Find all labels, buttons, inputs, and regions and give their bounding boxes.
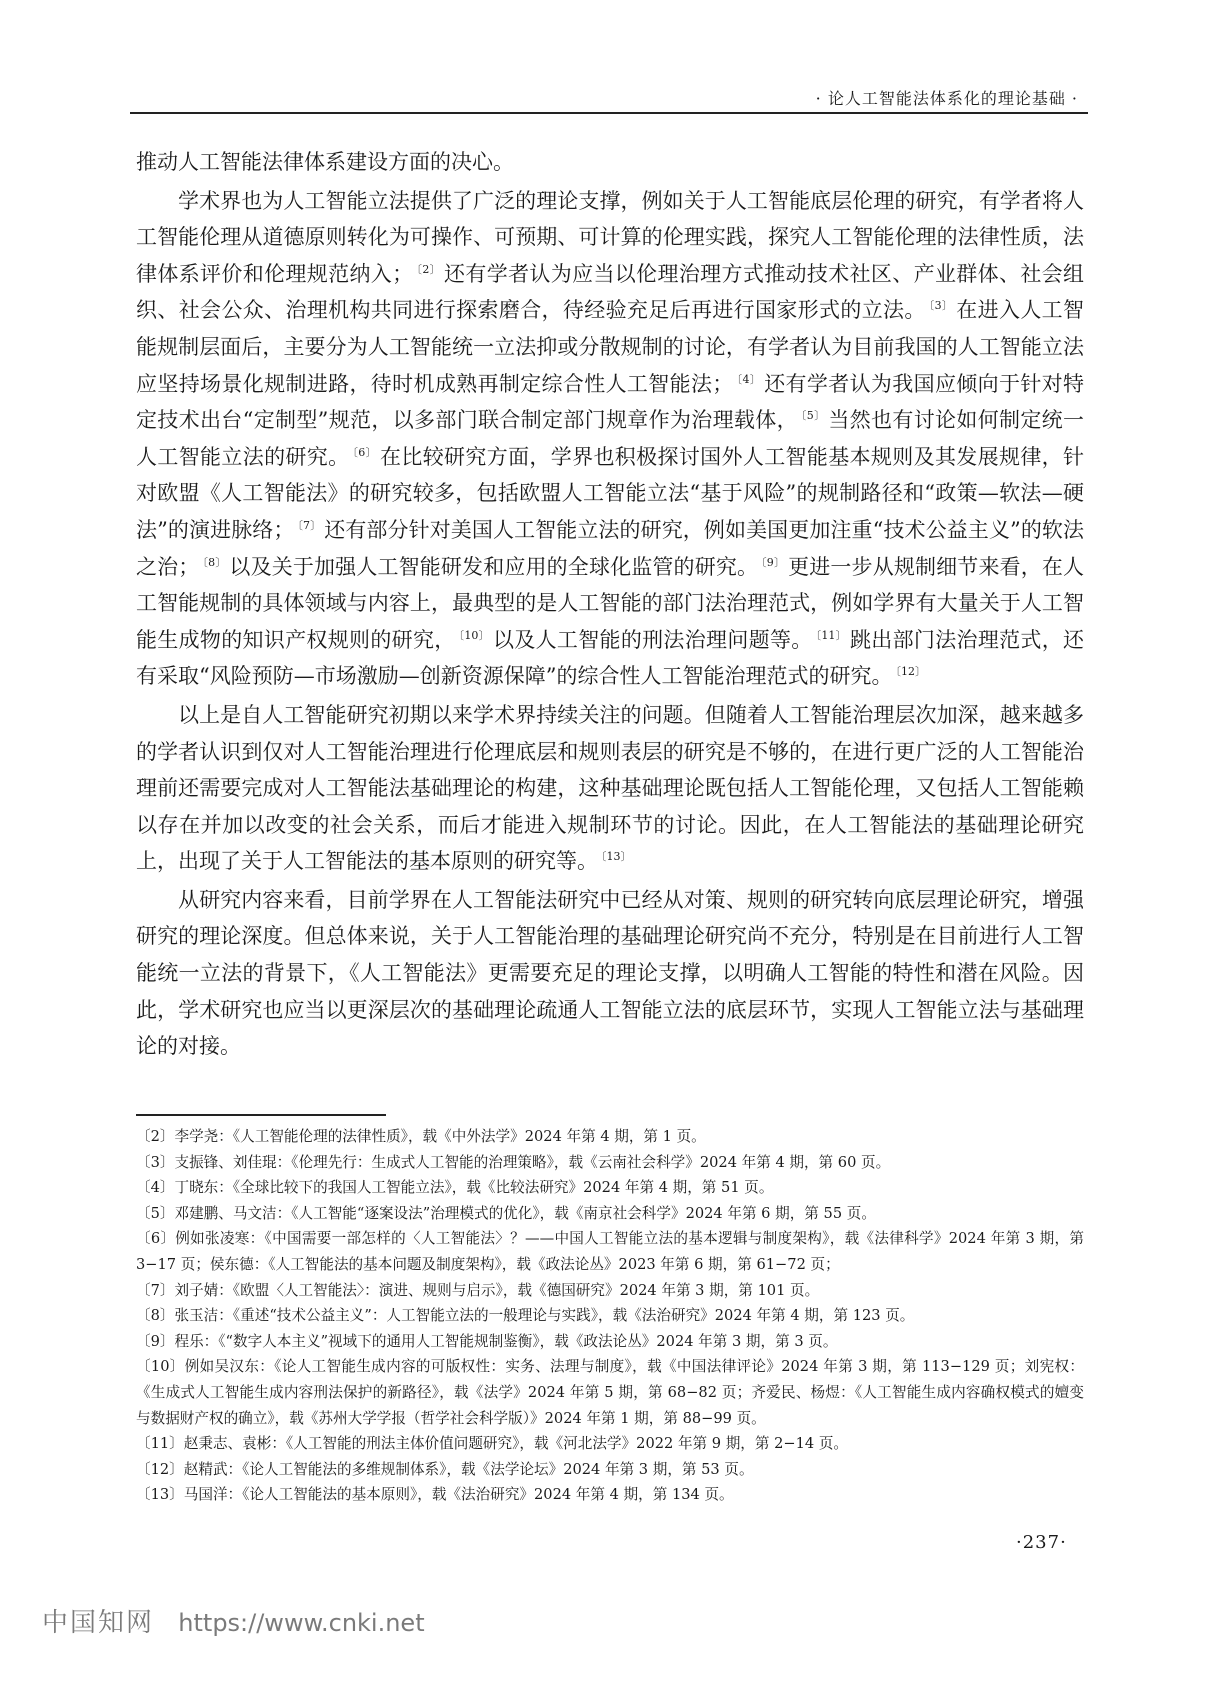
body-paragraph	[136, 183, 1084, 695]
paragraph-text: 以及关于加强人工智能研发和应用的全球化监管的研究。	[229, 554, 759, 579]
body-paragraph	[136, 697, 1084, 880]
footnote: 〔9〕程乐：《“数字人本主义”视域下的通用人工智能规制鉴衡》，载《政法论丛》2024 年第 3 期，第 3 页。	[136, 1332, 838, 1350]
running-title: · 论人工智能法体系化的理论基础 ·	[815, 89, 1078, 108]
paragraph-text: 还有学者认为应当以伦理治理方式推动技术社区、产业群体、社会组织、社会公众、治理机构共同进行探索磨合，待经验充足后再进行国家形式的立法。	[136, 261, 1085, 323]
footnote: 〔10〕例如吴汉东：《论人工智能生成内容的可版权性：实务、法理与制度》，载《中国法律评论》2024 年第 3 期，第 113−129 页；刘宪权：《生成式人工智能生成内容刑法保护的新路径》，载《法学》2024 年第 5 期，第 68−82 页；齐爱民、杨煜：《人工智能生成内容确权模式的嬗变与数据财产权的确立》，载《苏州大学学报（哲学社会科学版）》2024 年第 1 期，第 88−99 页。	[136, 1358, 1084, 1427]
footnote-reference[interactable]: 〔2〕	[416, 262, 442, 276]
body-paragraph	[136, 882, 1084, 1065]
footnote: 〔5〕邓建鹏、马文洁：《人工智能“逐案设法”治理模式的优化》，载《南京社会科学》2024 年第 6 期，第 55 页。	[136, 1204, 876, 1222]
paragraph-text: 以及人工智能的刑法治理问题等。	[493, 627, 813, 652]
footnote-reference[interactable]: 〔13〕	[601, 850, 632, 864]
footnotes	[136, 1124, 1084, 1508]
page-number: ·237·	[1016, 1532, 1067, 1553]
watermark-brand: 中国知网	[42, 1608, 155, 1638]
paragraph-text: 还有学者认为我国应倾向于针对特定技术出台“定制型”规范，以多部门联合制定部门规章作为治理载体，	[136, 371, 1085, 433]
paragraph-text: 学术界也为人工智能立法提供了广泛的理论支撑，例如关于人工智能底层伦理的研究，有学者将人工智能伦理从道德原则转化为可操作、可预期、可计算的伦理实践，探究人工智能伦理的法律性质，法律体系评价和伦理规范纳入；	[136, 188, 1084, 286]
footnote-reference[interactable]: 〔8〕	[202, 555, 227, 569]
paragraph-text: 在进入人工智能规制层面后，主要分为人工智能统一立法抑或分散规制的讨论，有学者认为目前我国的人工智能立法应坚持场景化规制进路，待时机成熟再制定综合性人工智能法；	[136, 298, 1085, 396]
paragraph-text: 推动人工智能法律体系建设方面的决心。	[136, 150, 514, 174]
footnote-reference[interactable]: 〔3〕	[928, 299, 954, 313]
paragraph-text: 以上是自人工智能研究初期以来学术界持续关注的问题。但随着人工智能治理层次加深，越来越多的学者认识到仅对人工智能治理进行伦理底层和规则表层的研究是不够的，在进行更广泛的人工智能治理前还需要完成对人工智能法基础理论的构建，这种基础理论既包括人工智能伦理，又包括人工智能赖以存在并加以改变的社会关系，而后才能进入规制环节的讨论。因此，在人工智能法的基础理论研究上，出现了关于人工智能法的基本原则的研究等。	[136, 702, 1084, 874]
footnote-reference[interactable]: 〔6〕	[352, 445, 377, 459]
running-header	[130, 82, 1088, 114]
footnote: 〔8〕张玉洁：《重述“技术公益主义”：人工智能立法的一般理论与实践》，载《法治研究》2024 年第 4 期，第 123 页。	[136, 1307, 915, 1325]
footnote-reference[interactable]: 〔4〕	[736, 372, 762, 386]
paragraph-text: 更进一步从规制细节来看，在人工智能规制的具体领域与内容上，最典型的是人工智能的部门法治理范式，例如学界有大量关于人工智能生成物的知识产权规则的研究，	[136, 554, 1085, 652]
paragraph-text: 跳出部门法治理范式，还有采取“风险预防—市场激励—创新资源保障”的综合性人工智能治理范式的研究。	[136, 627, 1085, 689]
watermark-url: https://www.cnki.net	[178, 1609, 425, 1637]
footnote: 〔2〕李学尧：《人工智能伦理的法律性质》，载《中外法学》2024 年第 4 期，第 1 页。	[136, 1128, 706, 1145]
cnki-watermark	[42, 1602, 425, 1639]
paragraph-text: 从研究内容来看，目前学界在人工智能法研究中已经从对策、规则的研究转向底层理论研究，增强研究的理论深度。但总体来说，关于人工智能治理的基础理论研究尚不充分，特别是在目前进行人工智能统一立法的背景下，《人工智能法》更需要充足的理论支撑，以明确人工智能的特性和潜在风险。因此，学术研究也应当以更深层次的基础理论疏通人工智能立法的底层环节，实现人工智能立法与基础理论的对接。	[136, 887, 1084, 1059]
body-paragraph	[136, 144, 1084, 181]
footnote-divider	[136, 1114, 386, 1116]
paragraph-text: 还有部分针对美国人工智能立法的研究，例如美国更加注重“技术公益主义”的软法之治；	[136, 517, 1084, 579]
article-body	[136, 144, 1084, 1065]
footnote: 〔3〕支振锋、刘佳琨：《伦理先行：生成式人工智能的治理策略》，载《云南社会科学》2024 年第 4 期，第 60 页。	[136, 1153, 891, 1171]
footnote-reference[interactable]: 〔7〕	[297, 518, 322, 532]
footnote: 〔6〕例如张凌寒：《中国需要一部怎样的〈人工智能法〉？——中国人工智能立法的基本逻辑与制度架构》，载《法律科学》2024 年第 3 期，第 3−17 页；侯东德：《人工智能法的基本问题及制度架构》，载《政法论丛》2023 年第 6 期，第 61−72 页；	[136, 1230, 1084, 1273]
footnote: 〔4〕丁晓东：《全球比较下的我国人工智能立法》，载《比较法研究》2024 年第 4 期，第 51 页。	[136, 1179, 774, 1197]
paragraph-text: 在比较研究方面，学界也积极探讨国外人工智能基本规则及其发展规律，针对欧盟《人工智能法》的研究较多，包括欧盟人工智能立法“基于风险”的规制路径和“政策—软法—硬法”的演进脉络；	[136, 444, 1085, 542]
footnote-reference[interactable]: 〔5〕	[800, 409, 826, 423]
footnote: 〔7〕刘子婧：《欧盟〈人工智能法〉：演进、规则与启示》，载《德国研究》2024 年第 3 期，第 101 页。	[136, 1281, 820, 1299]
footnote: 〔11〕赵秉志、袁彬：《人工智能的刑法主体价值问题研究》，载《河北法学》2022 年第 9 期，第 2−14 页。	[136, 1435, 849, 1453]
paragraph-text: 当然也有讨论如何制定统一人工智能立法的研究。	[136, 408, 1084, 469]
footnote: 〔12〕赵精武：《论人工智能法的多维规制体系》，载《法学论坛》2024 年第 3 期，第 53 页。	[136, 1460, 754, 1478]
footnote-reference[interactable]: 〔9〕	[761, 555, 786, 569]
footnote-reference[interactable]: 〔11〕	[815, 628, 847, 642]
footnote: 〔13〕马国洋：《论人工智能法的基本原则》，载《法治研究》2024 年第 4 期，第 134 页。	[136, 1486, 734, 1504]
footnote-reference[interactable]: 〔10〕	[458, 628, 490, 642]
footnote-reference[interactable]: 〔12〕	[895, 665, 926, 679]
